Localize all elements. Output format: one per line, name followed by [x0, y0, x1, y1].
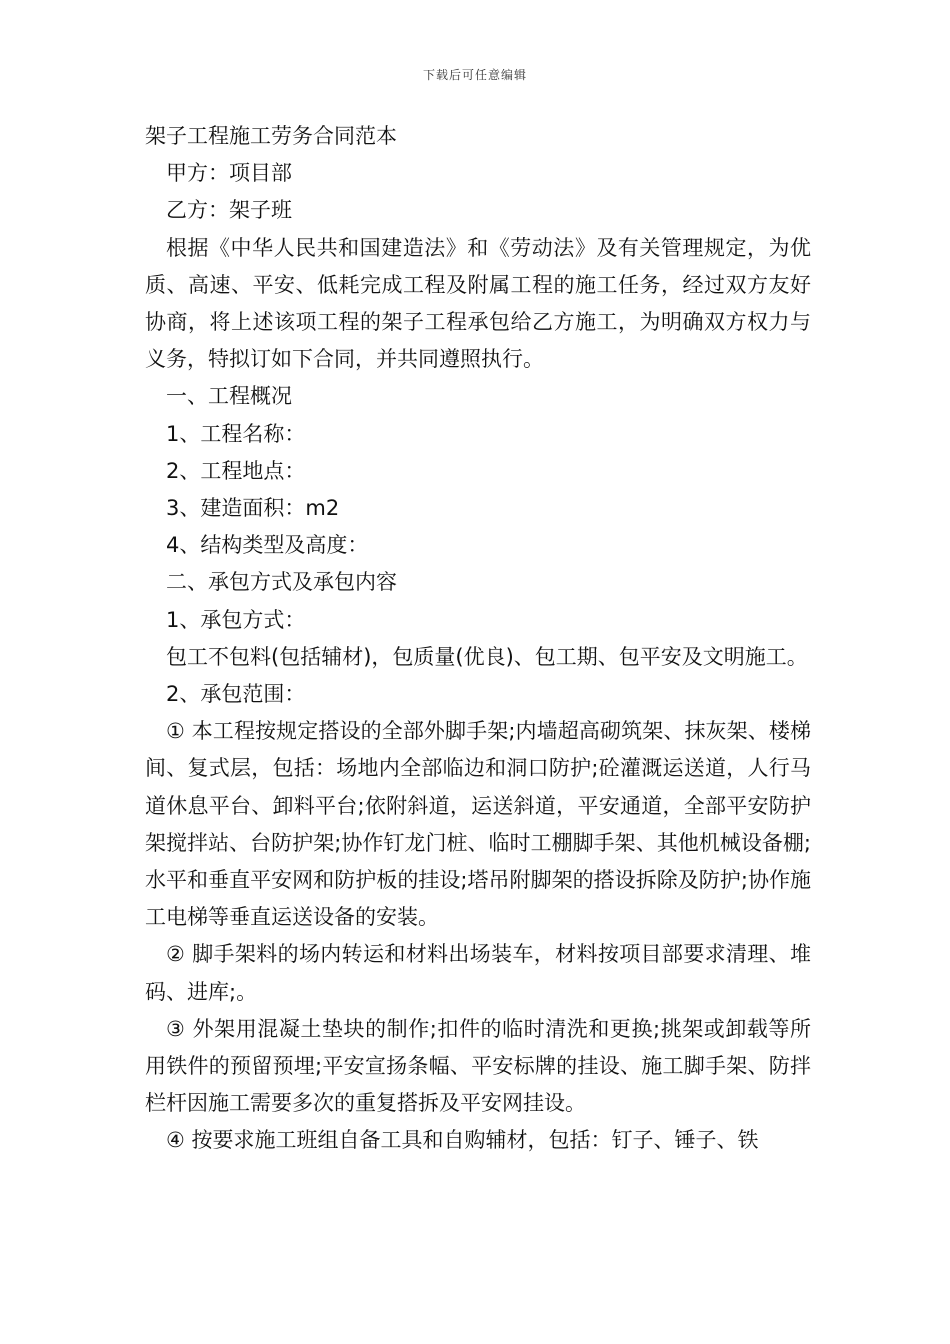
scope-clause-3: ③ 外架用混凝土垫块的制作;扣件的临时清洗和更换;挑架或卸载等所用铁件的预留预埋;平安宣扬条幅、平安标牌的挂设、施工脚手架、防拌栏杆因施工需要多次的重复搭拆及平安网挂设。 [145, 1016, 811, 1116]
section-heading-2: 二、承包方式及承包内容 [166, 570, 397, 595]
scope-clause-1: ① 本工程按规定搭设的全部外脚手架;内墙超高砌筑架、抹灰架、楼梯间、复式层，包括：场地内全部临边和洞口防护;砼灌溉运送道，人行马道休息平台、卸料平台;依附斜道，运送斜道，平安通道，全部平安防护架搅拌站、台防护架;协作钉龙门桩、临时工棚脚手架、其他机械设备棚;水平和垂直平安网和防护板的挂设;塔吊附脚架的搭设拆除及防护;协作施工电梯等垂直运送设备的安装。 [145, 719, 811, 930]
party-b: 乙方：架子班 [166, 198, 292, 223]
item-building-area: 3、建造面积：m2 [166, 496, 340, 521]
contract-mode-paragraph: 包工不包料(包括辅材)，包质量(优良)、包工期、包平安及文明施工。 [166, 644, 808, 669]
party-a: 甲方：项目部 [166, 161, 292, 186]
item-project-location: 2、工程地点： [166, 458, 306, 483]
subsection-contract-scope: 2、承包范围： [166, 682, 306, 707]
document-title: 架子工程施工劳务合同范本 [145, 124, 397, 148]
subsection-contract-mode: 1、承包方式： [166, 607, 306, 632]
item-project-name: 1、工程名称： [166, 421, 306, 446]
page-header-note: 下载后可任意编辑 [422, 68, 527, 82]
scope-clause-2: ② 脚手架料的场内转运和材料出场装车，材料按项目部要求清理、堆码、进库;。 [145, 942, 811, 1004]
section-heading-1: 一、工程概况 [166, 384, 292, 409]
intro-paragraph: 根据《中华人民共和国建造法》和《劳动法》及有关管理规定，为优质、高速、平安、低耗完成工程及附属工程的施工任务，经过双方友好协商，将上述该项工程的架子工程承包给乙方施工，为明确双方权力与义务，特拟订如下合同，并共同遵照执行。 [145, 235, 811, 372]
scope-clause-4: ④ 按要求施工班组自备工具和自购辅材，包括：钉子、锤子、铁 [166, 1128, 759, 1153]
document-body [145, 118, 811, 1160]
item-structure-type: 4、结构类型及高度： [166, 533, 369, 558]
